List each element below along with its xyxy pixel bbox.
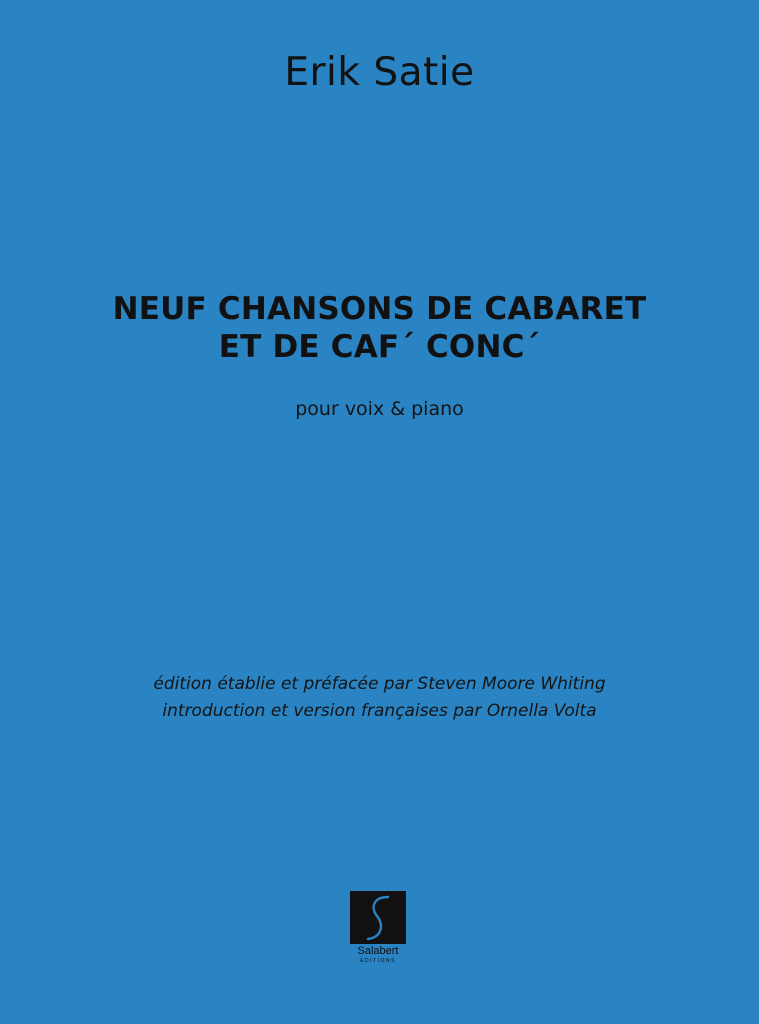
edition-credits [0,671,759,725]
edition-credit-line-1: édition établie et préfacée par Steven Moore Whiting [153,674,606,694]
edition-credit-line-2: introduction et version françaises par Ornella Volta [162,701,597,721]
publisher-logo [350,891,406,971]
composer-name: Erik Satie [284,50,475,95]
publisher-subtitle: EDITIONS [360,958,396,964]
work-title [0,290,759,366]
publisher-name: Salabert [357,945,399,957]
work-title-line-2: ET DE CAF´ CONC´ [218,329,541,365]
salabert-s-logo-icon [350,891,406,944]
instrumentation-subtitle: pour voix & piano [295,398,464,420]
work-title-line-1: NEUF CHANSONS DE CABARET [112,291,647,327]
